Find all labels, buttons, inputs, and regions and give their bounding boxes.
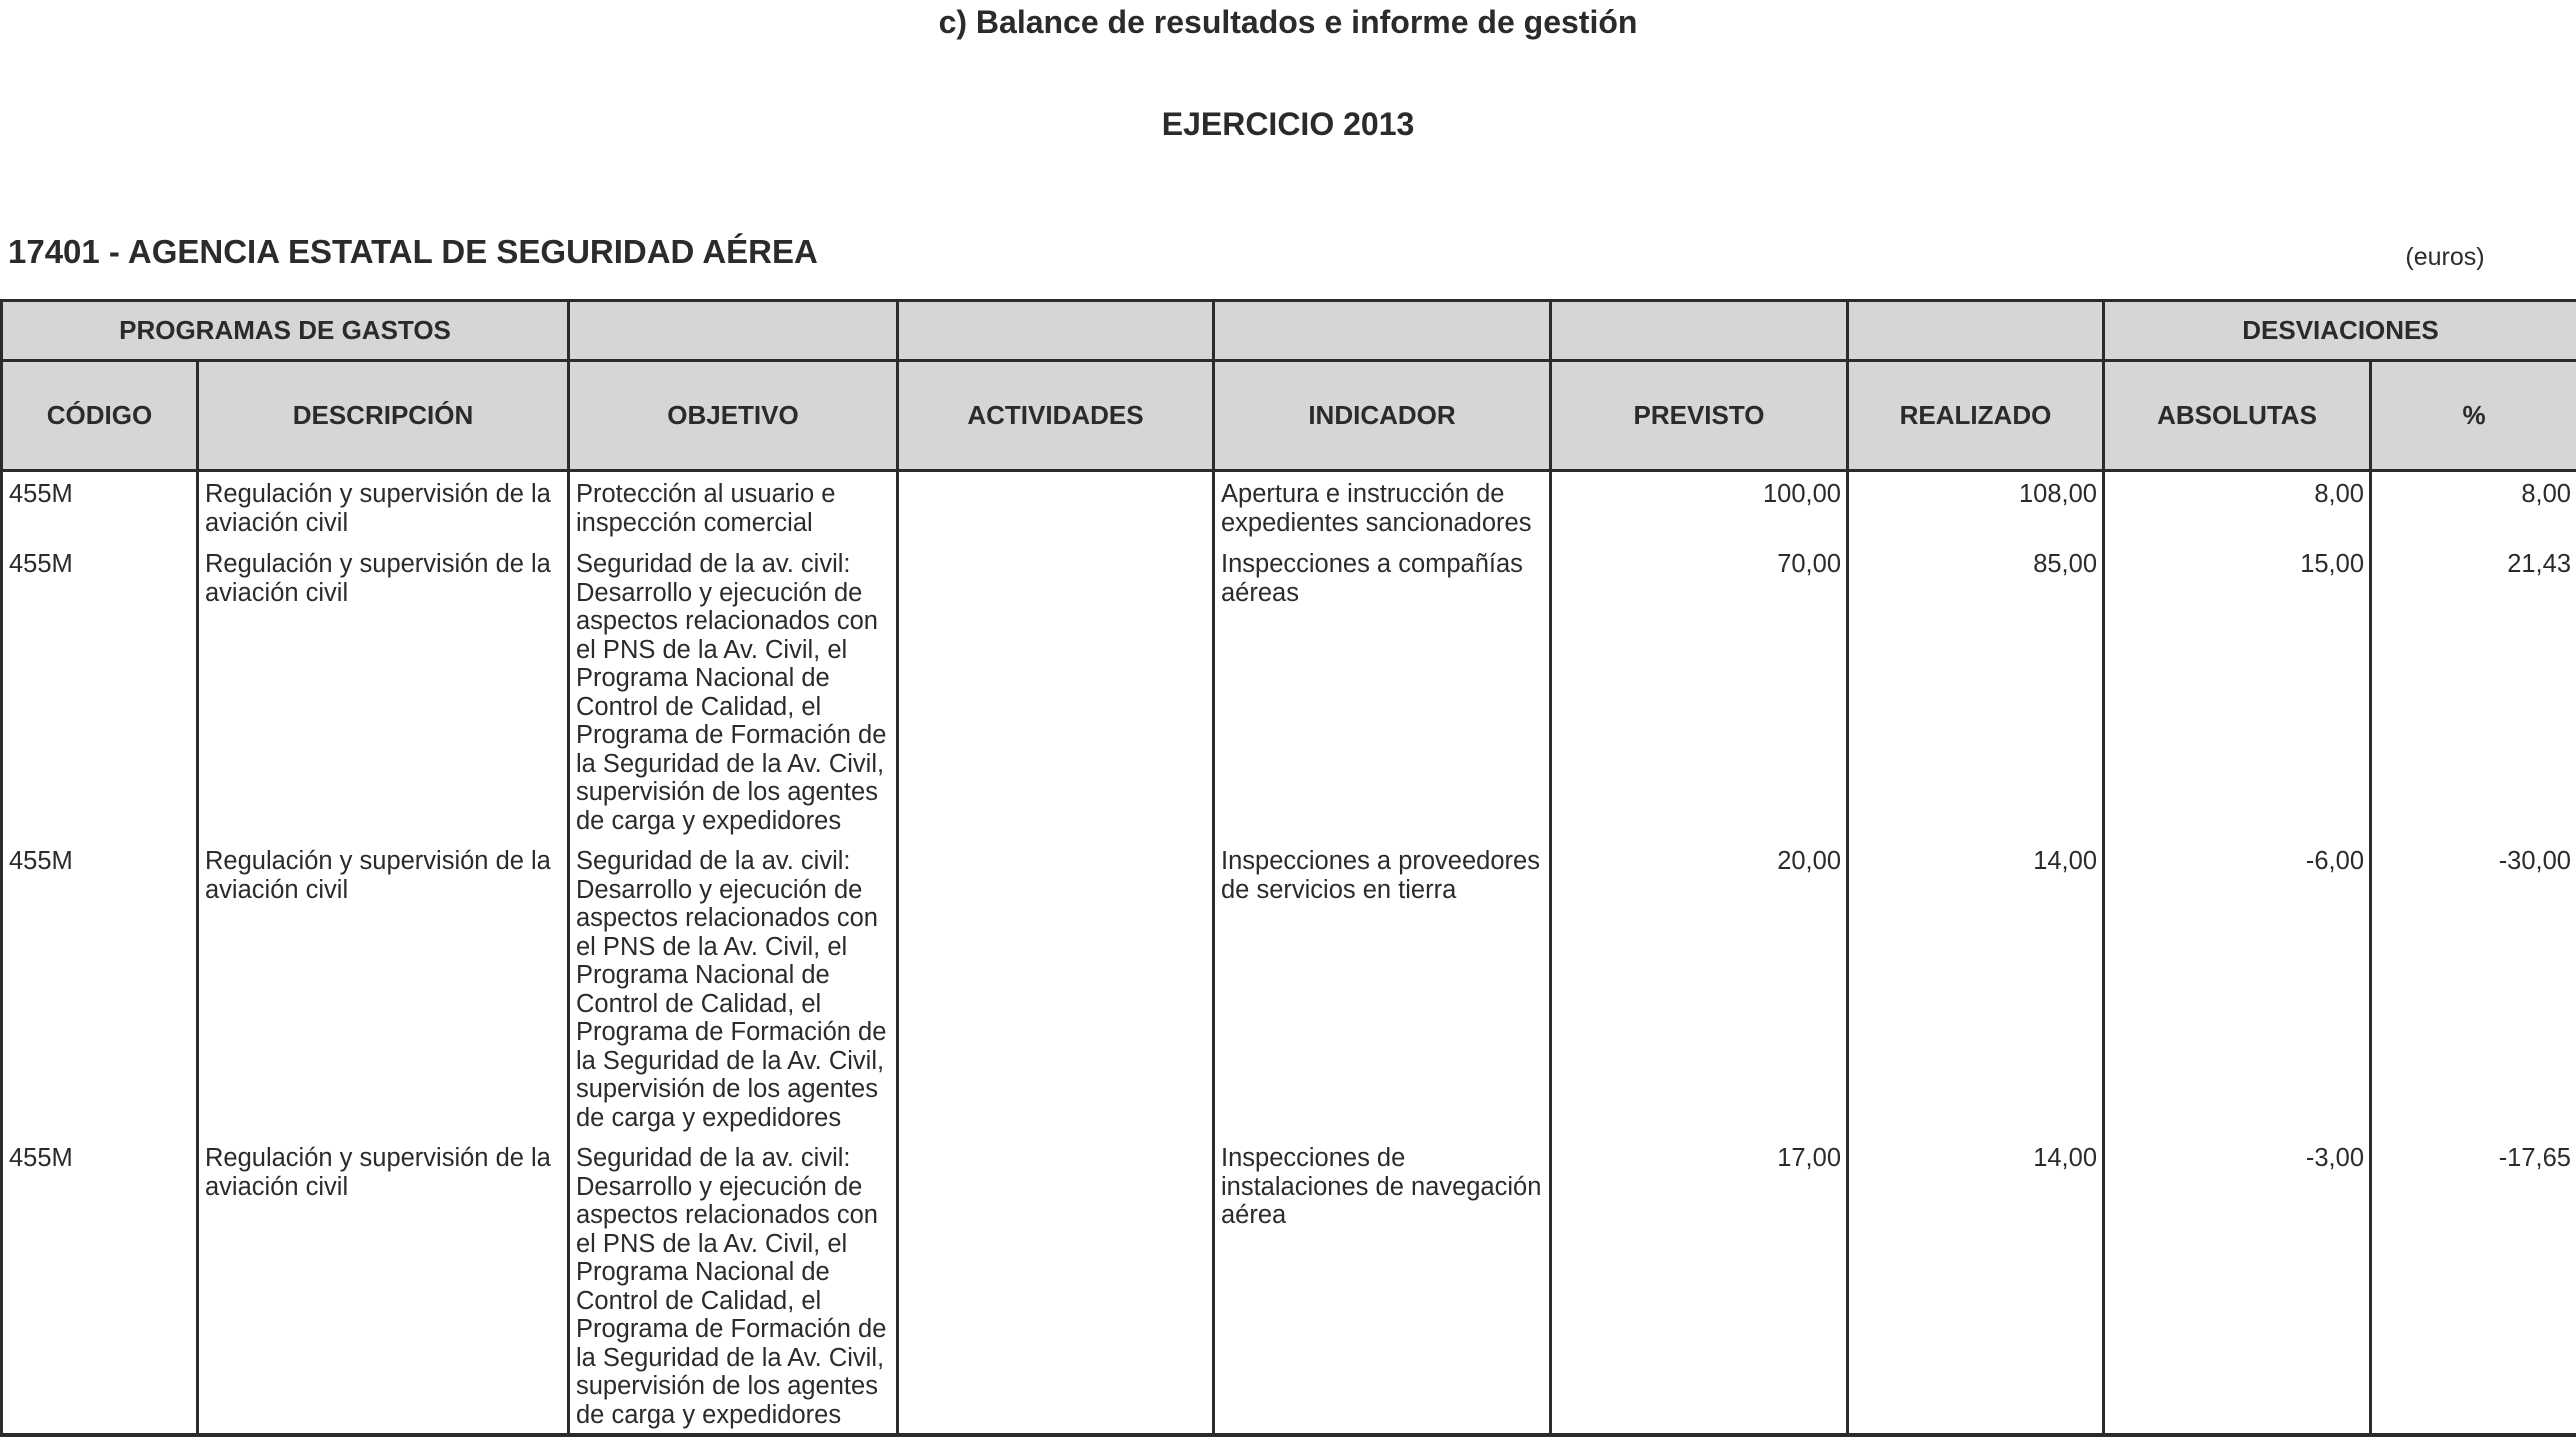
cell-indicador: Apertura e instrucción de expedientes sancionadores [1214, 471, 1551, 545]
entity-heading: 17401 - AGENCIA ESTATAL DE SEGURIDAD AÉREA [8, 233, 818, 270]
cell-actividades [898, 841, 1214, 1138]
cell-absolutas: -3,00 [2104, 1138, 2371, 1435]
cell-codigo: 455M [2, 544, 198, 841]
group-header-desviaciones: DESVIACIONES [2104, 301, 2576, 361]
cell-descripcion: Regulación y supervisión de la aviación civil [198, 544, 569, 841]
group-header-empty [1214, 301, 1551, 361]
cell-codigo: 455M [2, 841, 198, 1138]
fiscal-year-heading: EJERCICIO 2013 [1161, 106, 1415, 142]
cell-indicador: Inspecciones de instalaciones de navegación aérea [1214, 1138, 1551, 1435]
group-header-empty [898, 301, 1214, 361]
cell-descripcion: Regulación y supervisión de la aviación civil [198, 1138, 569, 1435]
column-header-realizado: REALIZADO [1848, 361, 2104, 471]
column-header-objetivo: OBJETIVO [569, 361, 898, 471]
cell-indicador: Inspecciones a proveedores de servicios en tierra [1214, 841, 1551, 1138]
group-header-row [2, 301, 2576, 361]
cell-realizado: 85,00 [1848, 544, 2104, 841]
column-header-absolutas: ABSOLUTAS [2104, 361, 2371, 471]
cell-actividades [898, 471, 1214, 545]
cell-indicador: Inspecciones a compañías aéreas [1214, 544, 1551, 841]
currency-unit-label: (euros) [2405, 243, 2485, 271]
cell-previsto: 20,00 [1551, 841, 1848, 1138]
cell-actividades [898, 544, 1214, 841]
column-header-codigo: CÓDIGO [2, 361, 198, 471]
cell-realizado: 108,00 [1848, 471, 2104, 545]
cell-objetivo: Seguridad de la av. civil: Desarrollo y ejecución de aspectos relacionados con el PNS de la Av. Civil, el Programa Nacional de Control de Calidad, el Programa de Formación de la Seguridad de la Av. Civil, supervisión de los agentes de carga y expedidores [569, 544, 898, 841]
cell-previsto: 17,00 [1551, 1138, 1848, 1435]
column-header-descripcion: DESCRIPCIÓN [198, 361, 569, 471]
cell-absolutas: 15,00 [2104, 544, 2371, 841]
cell-codigo: 455M [2, 471, 198, 545]
column-header-previsto: PREVISTO [1551, 361, 1848, 471]
table-row [2, 471, 2576, 545]
cell-porcentaje: -17,65 [2371, 1138, 2576, 1435]
cell-objetivo: Seguridad de la av. civil: Desarrollo y ejecución de aspectos relacionados con el PNS de la Av. Civil, el Programa Nacional de Control de Calidad, el Programa de Formación de la Seguridad de la Av. Civil, supervisión de los agentes de carga y expedidores [569, 1138, 898, 1435]
cell-previsto: 100,00 [1551, 471, 1848, 545]
cell-realizado: 14,00 [1848, 841, 2104, 1138]
column-header-porcentaje: % [2371, 361, 2576, 471]
results-table [0, 299, 2576, 1437]
cell-descripcion: Regulación y supervisión de la aviación civil [198, 471, 569, 545]
group-header-empty [1551, 301, 1848, 361]
table-row [2, 544, 2576, 841]
table-row [2, 1138, 2576, 1435]
column-header-actividades: ACTIVIDADES [898, 361, 1214, 471]
cell-porcentaje: 8,00 [2371, 471, 2576, 545]
group-header-programas: PROGRAMAS DE GASTOS [2, 301, 569, 361]
document-title: c) Balance de resultados e informe de gestión [938, 4, 1638, 40]
cell-codigo: 455M [2, 1138, 198, 1435]
group-header-empty [569, 301, 898, 361]
cell-realizado: 14,00 [1848, 1138, 2104, 1435]
cell-objetivo: Seguridad de la av. civil: Desarrollo y ejecución de aspectos relacionados con el PNS de la Av. Civil, el Programa Nacional de Control de Calidad, el Programa de Formación de la Seguridad de la Av. Civil, supervisión de los agentes de carga y expedidores [569, 841, 898, 1138]
cell-descripcion: Regulación y supervisión de la aviación civil [198, 841, 569, 1138]
group-header-empty [1848, 301, 2104, 361]
cell-objetivo: Protección al usuario e inspección comercial [569, 471, 898, 545]
column-header-indicador: INDICADOR [1214, 361, 1551, 471]
cell-actividades [898, 1138, 1214, 1435]
cell-previsto: 70,00 [1551, 544, 1848, 841]
cell-absolutas: 8,00 [2104, 471, 2371, 545]
cell-absolutas: -6,00 [2104, 841, 2371, 1138]
table-row [2, 841, 2576, 1138]
cell-porcentaje: -30,00 [2371, 841, 2576, 1138]
column-header-row [2, 361, 2576, 471]
cell-porcentaje: 21,43 [2371, 544, 2576, 841]
